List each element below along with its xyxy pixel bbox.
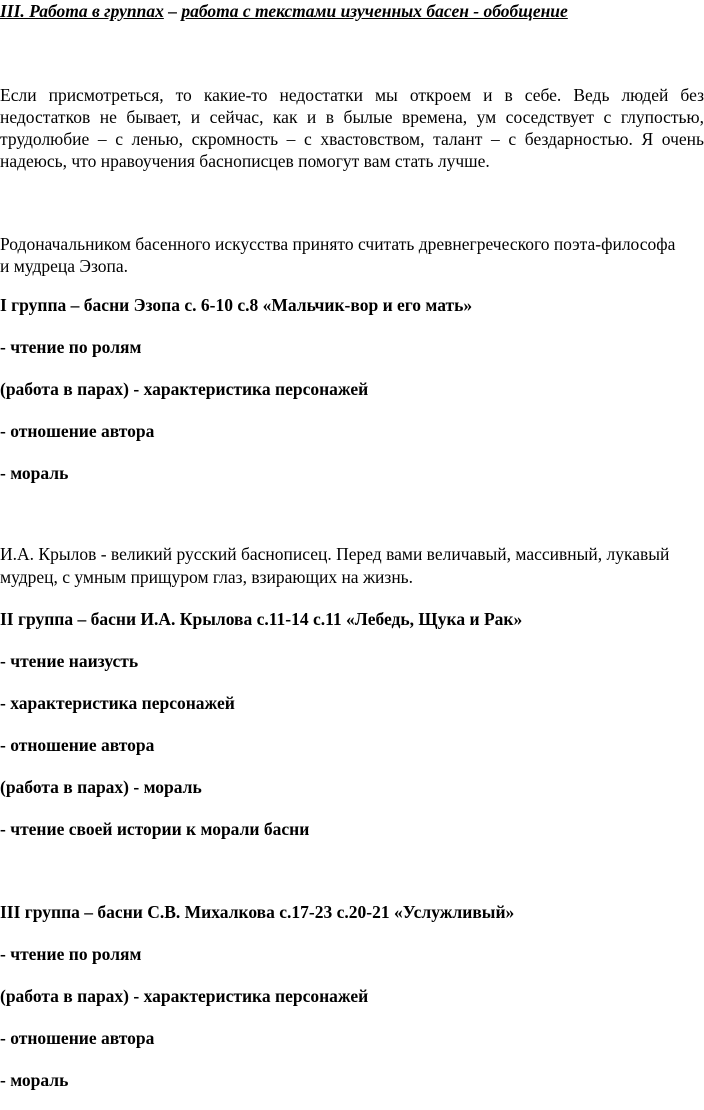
aesop-intro-line-1: Родоначальником басенного искусства принято считать древнегреческого поэта-философа <box>0 234 676 254</box>
group-3-task: - мораль <box>0 1070 69 1090</box>
krylov-intro-line-2: мудрец, с умным прищуром глаз, взирающих на жизнь. <box>0 567 414 587</box>
krylov-intro-line-1: И.А. Крылов - великий русский баснописец. Перед вами величавый, массивный, лукавый <box>0 544 670 564</box>
group-3-task: - отношение автора <box>0 1028 155 1048</box>
heading-separator: – <box>163 1 182 21</box>
intro-line-2: недостатков не бывает, и сейчас, как и в былые времена, ум соседствует с глупостью, <box>0 107 704 127</box>
group-2-task: (работа в парах) - мораль <box>0 777 202 797</box>
group-2-task: - чтение наизусть <box>0 651 139 671</box>
group-2-title: II группа – басни И.А. Крылова с.11-14 с.11 «Лебедь, Щука и Рак» <box>0 609 523 629</box>
group-3-task: (работа в парах) - характеристика персонажей <box>0 986 369 1006</box>
intro-line-4: надеюсь, что нравоучения баснописцев помогут вам стать лучше. <box>0 151 490 171</box>
group-2-task: - отношение автора <box>0 735 155 755</box>
group-2-task: - характеристика персонажей <box>0 693 235 713</box>
aesop-intro-line-2: и мудреца Эзопа. <box>0 256 129 276</box>
heading-part-1: III. Работа в группах <box>0 1 164 21</box>
group-2-task: - чтение своей истории к морали басни <box>0 819 310 839</box>
group-1-task: - мораль <box>0 463 69 483</box>
group-1-task: - отношение автора <box>0 421 155 441</box>
group-3-title: III группа – басни С.В. Михалкова с.17-23 с.20-21 «Услужливый» <box>0 902 515 922</box>
group-1-title: I группа – басни Эзопа с. 6-10 с.8 «Мальчик-вор и его мать» <box>0 295 473 315</box>
heading-part-2: работа с текстами изученных басен - обобщение <box>181 1 568 21</box>
group-1-task: - чтение по ролям <box>0 337 142 357</box>
intro-line-3: трудолюбие – с ленью, скромность – с хвастовством, талант – с бездарностью. Я очень <box>0 129 704 149</box>
section-heading <box>0 0 704 22</box>
group-3-task: - чтение по ролям <box>0 944 142 964</box>
intro-line-1: Если присмотреться, то какие-то недостатки мы откроем и в себе. Ведь людей без <box>0 85 704 105</box>
group-1-task: (работа в парах) - характеристика персонажей <box>0 379 369 399</box>
